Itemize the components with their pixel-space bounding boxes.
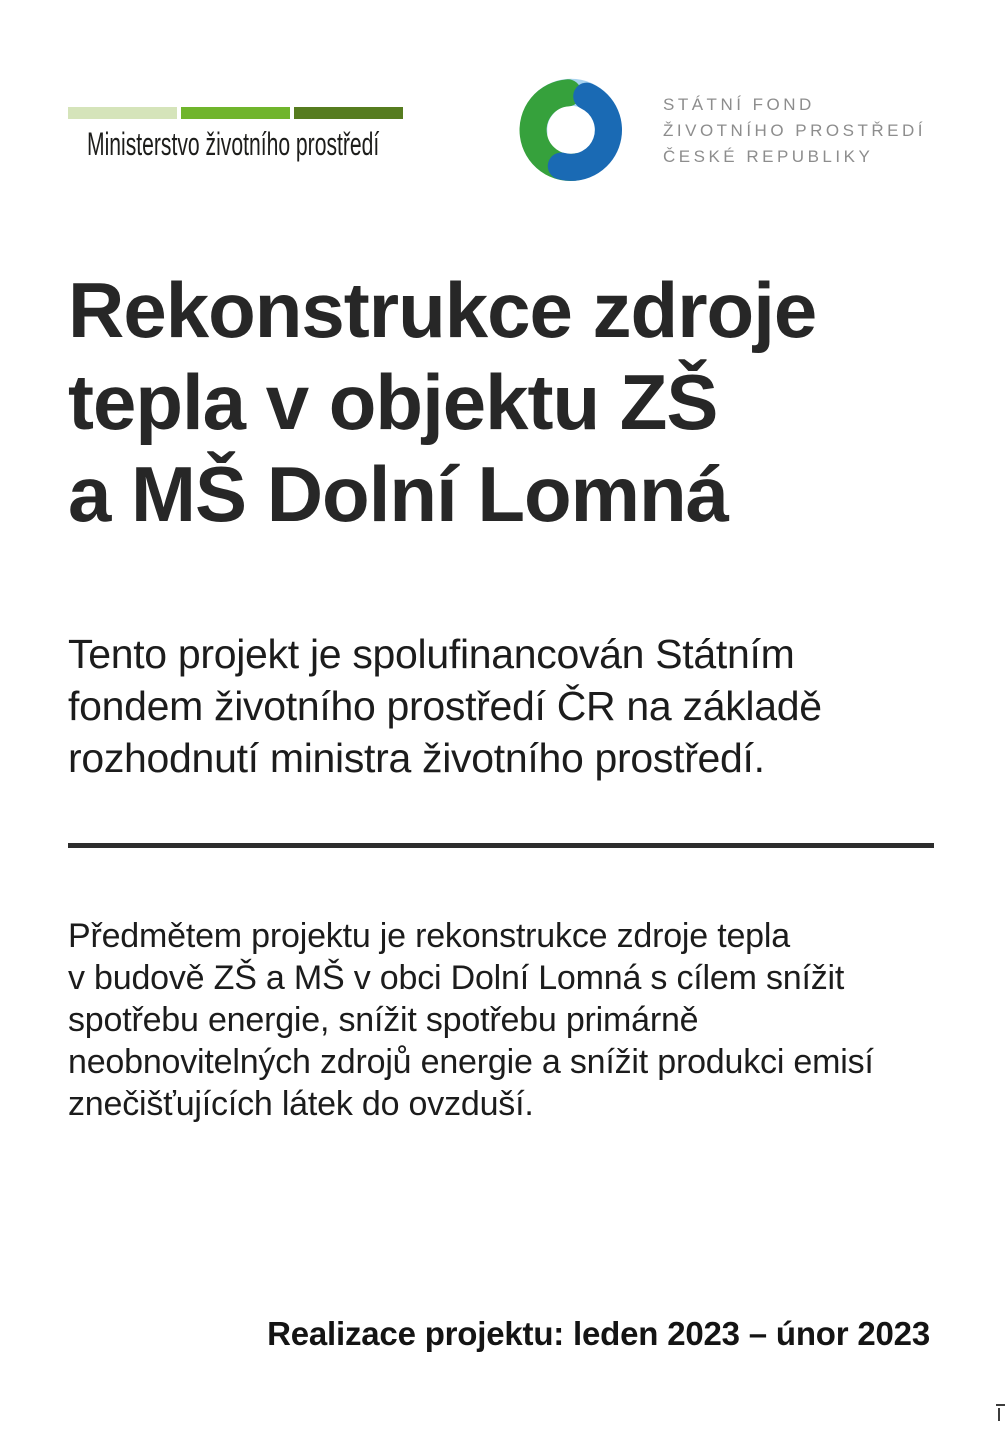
ministry-bar-dark-green [294,107,403,119]
description-line-1: Předmětem projektu je rekonstrukce zdroje tepla [68,917,790,955]
project-description [68,915,874,1125]
horizontal-divider [68,843,934,848]
sfzp-logo-blue-arc [561,96,608,167]
realization-period: Realizace projektu: leden 2023 – únor 2023 [267,1315,930,1352]
cofinancing-line-1: Tento projekt je spolufinancován Státním [68,631,795,677]
sfzp-fund-name [663,92,926,170]
description-line-4: neobnovitelných zdrojů energie a snížit produkci emisí [68,1043,874,1081]
crop-mark-vertical [998,1408,1000,1421]
ministry-bar-light-green [68,107,177,119]
description-line-2: v budově ZŠ a MŠ v obci Dolní Lomná s cílem snížit [68,959,845,997]
description-line-5: znečišťujících látek do ovzduší. [68,1085,534,1123]
project-title-line-1: Rekonstrukce zdroje [68,266,817,354]
sfzp-name-line-3: ČESKÉ REPUBLIKY [663,147,874,166]
ministry-bar-mid-green [181,107,290,119]
ministry-logo-bars [68,107,403,119]
description-line-3: spotřebu energie, snížit spotřebu primárně [68,1001,699,1039]
project-title-line-2: tepla v objektu ZŠ [68,358,718,446]
project-title [68,264,816,540]
cofinancing-line-3: rozhodnutí ministra životního prostředí. [68,735,765,781]
cofinancing-statement [68,628,822,784]
cofinancing-line-2: fondem životního prostředí ČR na základě [68,683,822,729]
ministry-wordmark: Ministerstvo životního prostředí [87,126,380,162]
project-title-line-3: a MŠ Dolní Lomná [68,450,729,538]
sfzp-swirl-logo-icon [518,77,624,183]
sfzp-name-line-2: ŽIVOTNÍHO PROSTŘEDÍ [663,121,926,140]
sfzp-name-line-1: STÁTNÍ FOND [663,95,815,114]
crop-mark-horizontal [996,1404,1005,1406]
